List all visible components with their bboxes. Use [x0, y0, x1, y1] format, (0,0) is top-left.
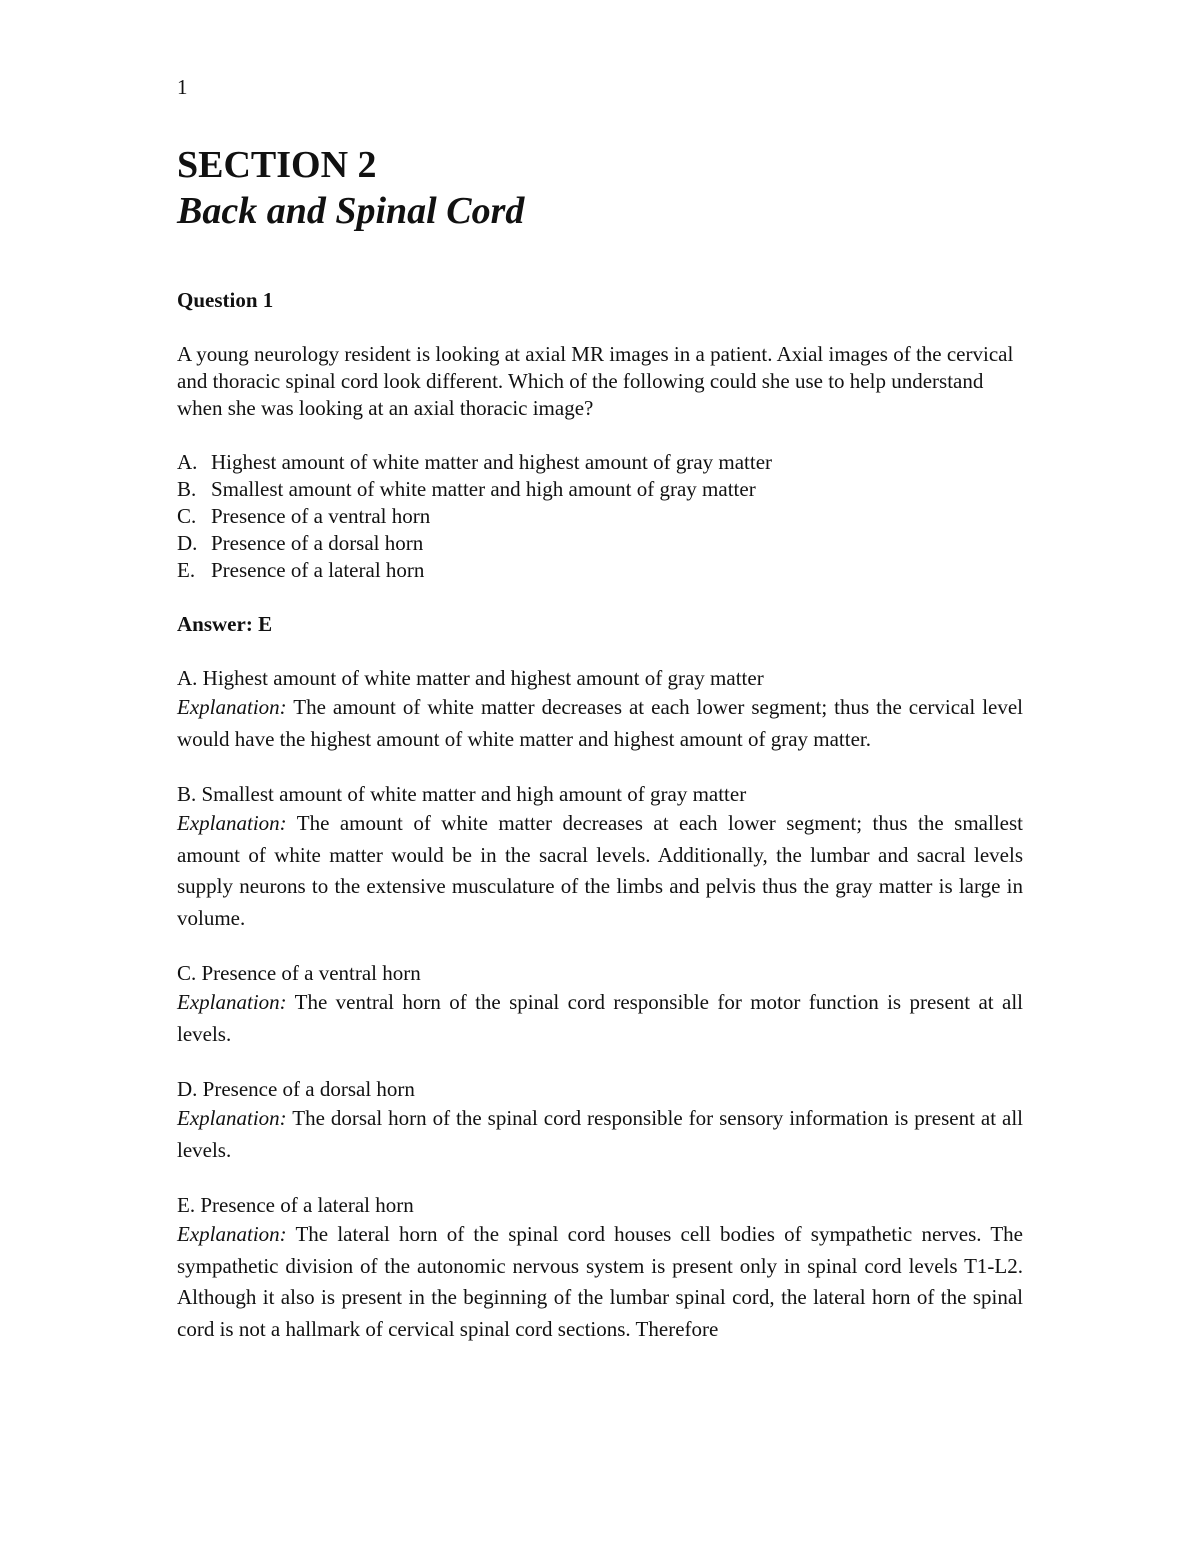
- explanation-lead: Explanation:: [177, 1106, 287, 1130]
- section-subtitle: Back and Spinal Cord: [177, 190, 525, 232]
- section-title: SECTION 2: [177, 144, 377, 186]
- explanation-heading: C. Presence of a ventral horn: [177, 961, 421, 985]
- explanation-text: The dorsal horn of the spinal cord responsible for sensory information is present at all levels.: [177, 1106, 1023, 1162]
- option-letter: E.: [177, 558, 196, 582]
- explanation-text: The amount of white matter decreases at each lower segment; thus the cervical level would have the highest amount of white matter and highest amount of gray matter.: [177, 695, 1023, 751]
- option-c: [177, 503, 1023, 530]
- option-text: Presence of a dorsal horn: [211, 531, 424, 555]
- explanation-lead: Explanation:: [177, 695, 287, 719]
- explanation-body: [177, 1219, 1023, 1345]
- explanation-lead: Explanation:: [177, 1222, 287, 1246]
- question-content: [177, 287, 1023, 1371]
- explanation-heading: B. Smallest amount of white matter and high amount of gray matter: [177, 782, 747, 806]
- question-stem: A young neurology resident is looking at axial MR images in a patient. Axial images of the cervical and thoracic spinal cord look different. Which of the following could she use to help understand when she was looking at an axial thoracic image?: [177, 342, 1014, 420]
- option-text: Presence of a lateral horn: [211, 558, 425, 582]
- explanation-body: [177, 1103, 1023, 1166]
- page-number: 1: [177, 75, 188, 99]
- explanation-a: [177, 665, 1023, 755]
- option-text: Smallest amount of white matter and high amount of gray matter: [211, 477, 756, 501]
- explanation-b: [177, 781, 1023, 934]
- explanation-heading: A. Highest amount of white matter and highest amount of gray matter: [177, 666, 764, 690]
- explanation-text: The lateral horn of the spinal cord houses cell bodies of sympathetic nerves. The sympathetic division of the autonomic nervous system is present only in spinal cord levels T1-L2. Although it also is present in the beginning of the lumbar spinal cord, the lateral horn of the spinal cord is not a hallmark of cervical spinal cord sections. Therefore: [177, 1222, 1023, 1341]
- option-a: [177, 449, 1023, 476]
- explanation-body: [177, 692, 1023, 755]
- explanation-text: The amount of white matter decreases at each lower segment; thus the smallest amount of white matter would be in the sacral levels. Additionally, the lumbar and sacral levels supply neurons to the extensive musculature of the limbs and pelvis thus the gray matter is large in volume.: [177, 811, 1023, 930]
- explanation-c: [177, 960, 1023, 1050]
- explanation-lead: Explanation:: [177, 990, 287, 1014]
- option-letter: C.: [177, 504, 197, 528]
- explanation-lead: Explanation:: [177, 811, 287, 835]
- option-letter: A.: [177, 450, 198, 474]
- explanation-body: [177, 808, 1023, 934]
- explanation-body: [177, 987, 1023, 1050]
- explanation-e: [177, 1192, 1023, 1345]
- explanation-heading: E. Presence of a lateral horn: [177, 1193, 414, 1217]
- explanation-d: [177, 1076, 1023, 1166]
- question-label: Question 1: [177, 288, 274, 312]
- explanation-text: The ventral horn of the spinal cord responsible for motor function is present at all levels.: [177, 990, 1023, 1046]
- answer-label: Answer: E: [177, 612, 273, 636]
- option-letter: B.: [177, 477, 197, 501]
- option-letter: D.: [177, 531, 198, 555]
- option-e: [177, 557, 1023, 584]
- answer-options: [177, 449, 1023, 584]
- explanation-heading: D. Presence of a dorsal horn: [177, 1077, 415, 1101]
- option-text: Presence of a ventral horn: [211, 504, 431, 528]
- option-d: [177, 530, 1023, 557]
- option-b: [177, 476, 1023, 503]
- option-text: Highest amount of white matter and highest amount of gray matter: [211, 450, 773, 474]
